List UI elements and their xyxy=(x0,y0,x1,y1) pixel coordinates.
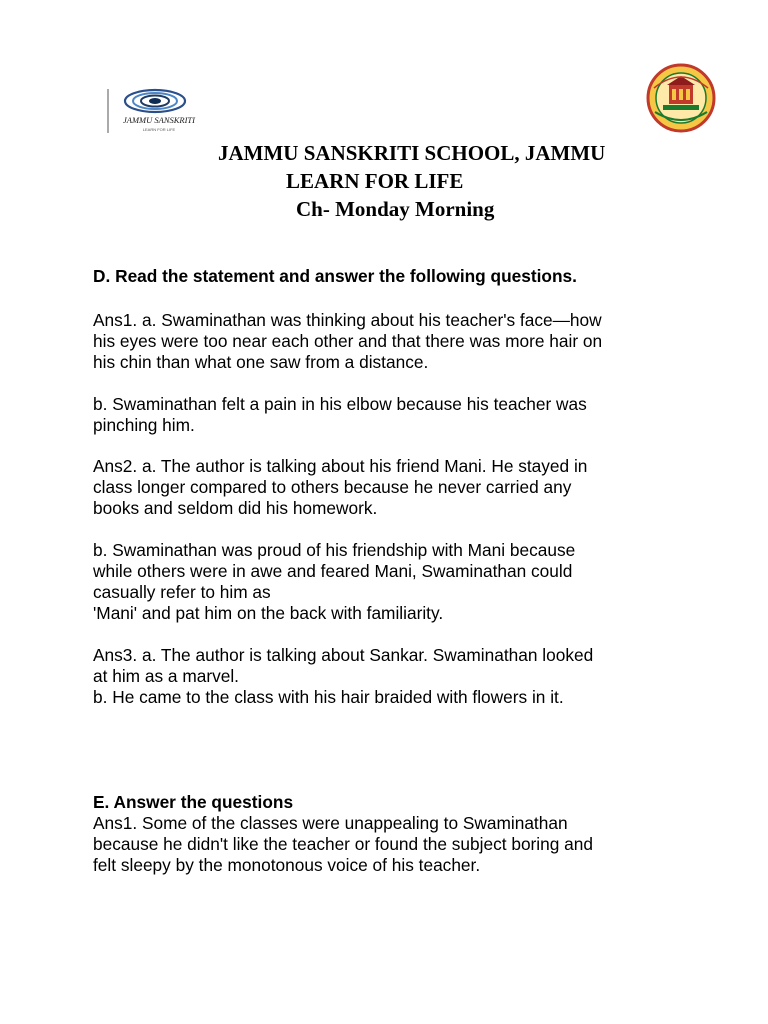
text-line: casually refer to him as xyxy=(93,582,271,602)
text-line: Ans1. a. Swaminathan was thinking about his teacher's face—how xyxy=(93,310,602,330)
text-line: b. Swaminathan felt a pain in his elbow because his teacher was xyxy=(93,394,587,414)
section-d-ans2b xyxy=(93,540,693,624)
section-d-ans3 xyxy=(93,645,693,708)
text-line: Ans1. Some of the classes were unappealing to Swaminathan xyxy=(93,813,568,833)
jammu-sanskriti-logo xyxy=(107,87,211,135)
text-line: felt sleepy by the monotonous voice of his teacher. xyxy=(93,855,481,875)
section-d-ans2a xyxy=(93,456,693,519)
logo-tagline: LEARN FOR LIFE xyxy=(142,127,176,132)
text-line: b. He came to the class with his hair braided with flowers in it. xyxy=(93,687,564,707)
text-line: his eyes were too near each other and that there was more hair on xyxy=(93,331,603,351)
text-line: books and seldom did his homework. xyxy=(93,498,378,518)
section-e-heading: E. Answer the questions xyxy=(93,792,294,812)
school-motto: LEARN FOR LIFE xyxy=(286,169,464,193)
text-line: 'Mani' and pat him on the back with familiarity. xyxy=(93,603,444,623)
school-board-emblem-icon xyxy=(641,62,721,134)
text-line: while others were in awe and feared Mani, Swaminathan could xyxy=(93,561,573,581)
section-d-ans1a xyxy=(93,310,693,373)
text-line: class longer compared to others because he never carried any xyxy=(93,477,572,497)
text-line: his chin than what one saw from a distance. xyxy=(93,352,429,372)
logo-text: JAMMU SANSKRITI xyxy=(122,115,196,125)
section-e-ans1 xyxy=(93,813,693,876)
text-line: at him as a marvel. xyxy=(93,666,239,686)
text-line: Ans3. a. The author is talking about Sankar. Swaminathan looked xyxy=(93,645,594,665)
section-d-heading: D. Read the statement and answer the following questions. xyxy=(93,266,577,286)
school-name: JAMMU SANSKRITI SCHOOL, JAMMU xyxy=(218,141,606,165)
text-line: b. Swaminathan was proud of his friendship with Mani because xyxy=(93,540,576,560)
text-line: because he didn't like the teacher or found the subject boring and xyxy=(93,834,594,854)
text-line: Ans2. a. The author is talking about his friend Mani. He stayed in xyxy=(93,456,588,476)
text-line: pinching him. xyxy=(93,415,195,435)
section-d-ans1b xyxy=(93,394,693,436)
chapter-title: Ch- Monday Morning xyxy=(296,197,495,221)
